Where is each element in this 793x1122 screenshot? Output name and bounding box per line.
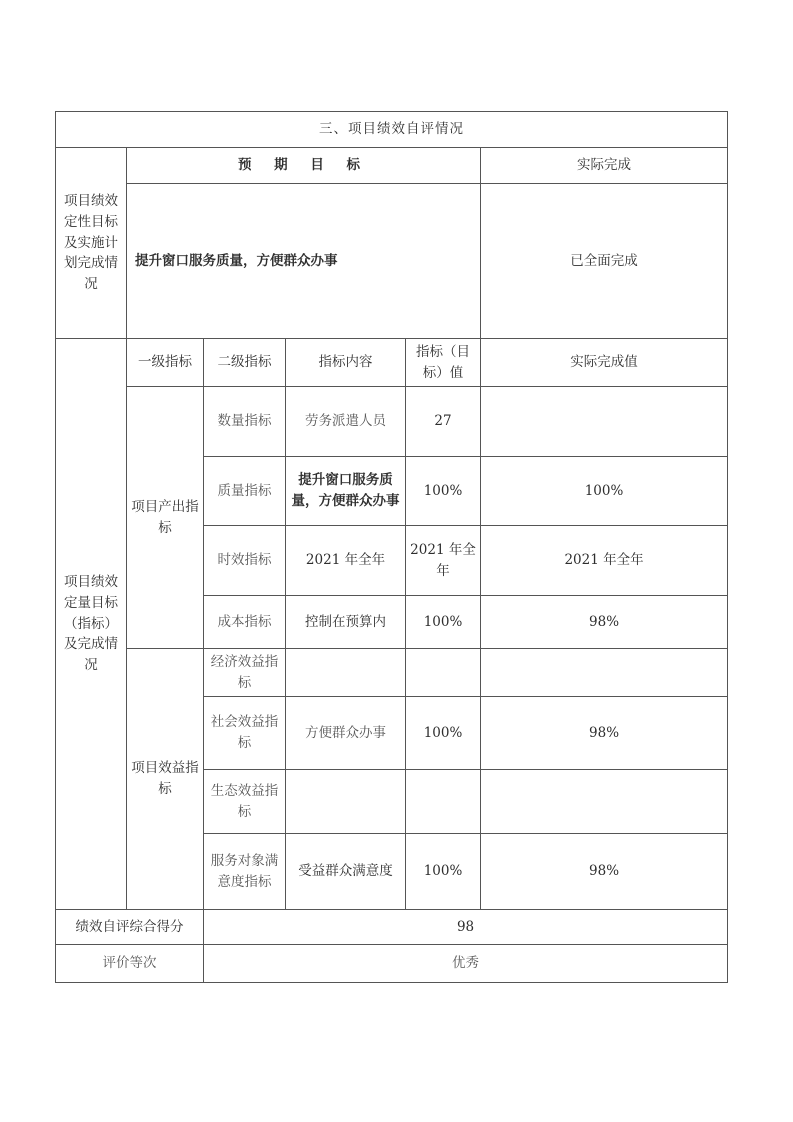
content-cell: 方便群众办事 bbox=[286, 697, 406, 770]
level2-cell: 质量指标 bbox=[204, 457, 286, 526]
actual-cell: 98% bbox=[481, 834, 728, 910]
content-header: 指标内容 bbox=[286, 339, 406, 387]
grade-value: 优秀 bbox=[204, 945, 728, 983]
qualitative-header-row bbox=[56, 148, 728, 184]
actual-cell: 2021 年全年 bbox=[481, 526, 728, 596]
grade-row bbox=[56, 945, 728, 983]
qualitative-row-label: 项目绩效定性目标及实施计划完成情况 bbox=[56, 148, 127, 339]
actual-completion-header: 实际完成 bbox=[481, 148, 728, 184]
content-cell: 控制在预算内 bbox=[286, 596, 406, 649]
actual-cell: 98% bbox=[481, 697, 728, 770]
level2-cell: 生态效益指标 bbox=[204, 770, 286, 834]
content-cell: 提升窗口服务质量，方便群众办事 bbox=[286, 457, 406, 526]
expected-goal-header: 预 期 目 标 bbox=[127, 148, 481, 184]
content-cell: 受益群众满意度 bbox=[286, 834, 406, 910]
actual-cell bbox=[481, 649, 728, 697]
level2-cell: 经济效益指标 bbox=[204, 649, 286, 697]
content-cell: 2021 年全年 bbox=[286, 526, 406, 596]
qualitative-value-row bbox=[56, 184, 728, 339]
content-cell: 劳务派遣人员 bbox=[286, 387, 406, 457]
level2-cell: 成本指标 bbox=[204, 596, 286, 649]
benefit-indicator-group: 项目效益指标 bbox=[127, 649, 204, 910]
target-cell: 100% bbox=[406, 834, 481, 910]
actual-cell: 98% bbox=[481, 596, 728, 649]
level2-cell: 数量指标 bbox=[204, 387, 286, 457]
grade-label: 评价等次 bbox=[56, 945, 204, 983]
score-row bbox=[56, 910, 728, 945]
section-title: 三、项目绩效自评情况 bbox=[56, 112, 728, 148]
table-row bbox=[56, 387, 728, 457]
section-title-row bbox=[56, 112, 728, 148]
quantitative-row-label: 项目绩效定量目标（指标）及完成情况 bbox=[56, 339, 127, 910]
target-cell: 100% bbox=[406, 596, 481, 649]
level2-cell: 时效指标 bbox=[204, 526, 286, 596]
target-cell: 100% bbox=[406, 457, 481, 526]
expected-goal-value: 提升窗口服务质量，方便群众办事 bbox=[127, 184, 481, 339]
output-indicator-group: 项目产出指标 bbox=[127, 387, 204, 649]
level2-header: 二级指标 bbox=[204, 339, 286, 387]
actual-completion-value: 已全面完成 bbox=[481, 184, 728, 339]
content-cell bbox=[286, 770, 406, 834]
quantitative-header-row bbox=[56, 339, 728, 387]
target-cell bbox=[406, 649, 481, 697]
target-cell: 2021 年全年 bbox=[406, 526, 481, 596]
target-value-header: 指标（目标）值 bbox=[406, 339, 481, 387]
level2-cell: 服务对象满意度指标 bbox=[204, 834, 286, 910]
performance-evaluation-table bbox=[55, 111, 728, 983]
actual-value-header: 实际完成值 bbox=[481, 339, 728, 387]
actual-cell bbox=[481, 387, 728, 457]
level2-cell: 社会效益指标 bbox=[204, 697, 286, 770]
score-value: 98 bbox=[204, 910, 728, 945]
actual-cell: 100% bbox=[481, 457, 728, 526]
target-cell bbox=[406, 770, 481, 834]
content-cell bbox=[286, 649, 406, 697]
table-row bbox=[56, 649, 728, 697]
level1-header: 一级指标 bbox=[127, 339, 204, 387]
actual-cell bbox=[481, 770, 728, 834]
target-cell: 100% bbox=[406, 697, 481, 770]
score-label: 绩效自评综合得分 bbox=[56, 910, 204, 945]
target-cell: 27 bbox=[406, 387, 481, 457]
